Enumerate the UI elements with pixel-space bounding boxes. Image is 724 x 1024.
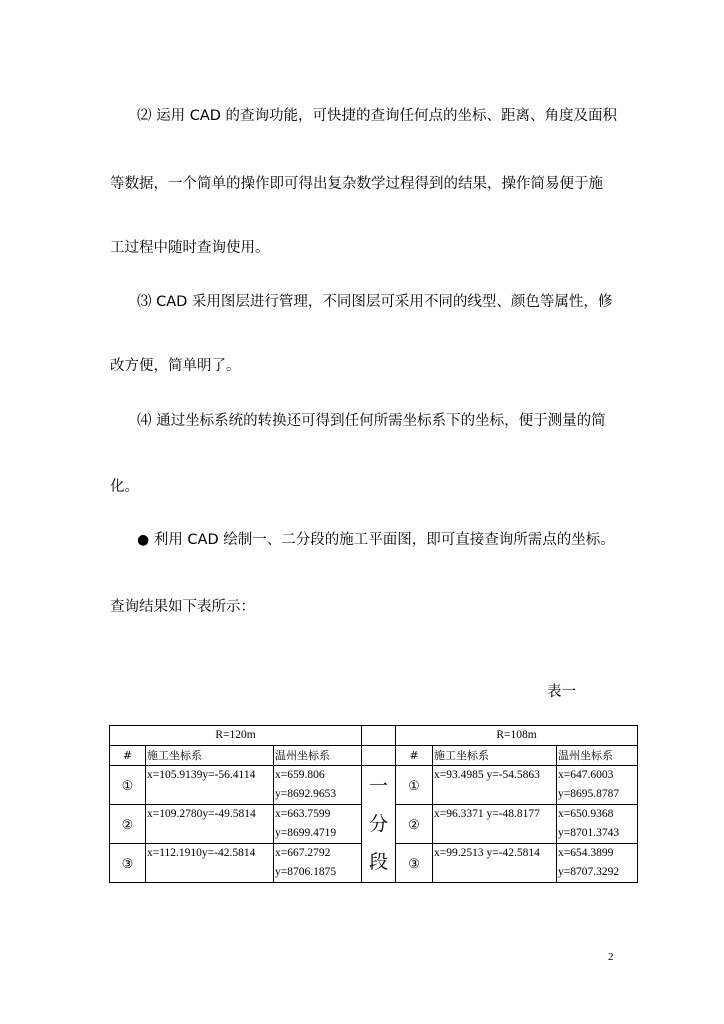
segment-label-char-1: 一 xyxy=(368,775,388,797)
bullet-text: 利用 CAD 绘制一、二分段的施工平面图，即可直接查询所需点的坐标。 xyxy=(149,532,615,548)
row3-wenzhou-y-left: y=8706.1875 xyxy=(274,863,362,883)
header-construction-left: 施工坐标系 xyxy=(146,746,274,766)
segment-label-char-2: 分 xyxy=(368,813,388,835)
row1-construction-left-empty xyxy=(146,785,274,805)
segment-label xyxy=(362,766,396,883)
row3-num-left: ③ xyxy=(110,844,146,883)
row2-wenzhou-x-right: x=650.9368 xyxy=(557,805,638,825)
row1-construction-left: x=105.9139y=-56.4114 xyxy=(146,766,274,786)
table-row xyxy=(110,766,638,786)
row3-wenzhou-x-left: x=667.2792 xyxy=(274,844,362,864)
row2-construction-left: x=109.2780y=-49.5814 xyxy=(146,805,274,825)
group-header-r108: R=108m xyxy=(396,726,638,746)
page-number: 2 xyxy=(608,951,614,963)
row2-wenzhou-y-right: y=8701.3743 xyxy=(557,824,638,844)
bullet-icon: ● xyxy=(137,532,150,548)
row1-num-right: ① xyxy=(396,766,433,805)
header-construction-right: 施工坐标系 xyxy=(433,746,557,766)
bullet-paragraph xyxy=(0,530,724,550)
paragraph-2-line-3: 工过程中随时查询使用。 xyxy=(110,240,270,256)
row3-construction-right: x=99.2513 y=-42.5814 xyxy=(433,844,557,864)
paragraph-4-line-1: ⑷ 通过坐标系统的转换还可得到任何所需坐标系下的坐标，便于测量的简 xyxy=(137,413,606,429)
table-group-header-row xyxy=(110,726,638,746)
row3-construction-right-empty xyxy=(433,863,557,883)
row1-wenzhou-y-left: y=8692.9653 xyxy=(274,785,362,805)
row2-construction-left-empty xyxy=(146,824,274,844)
row1-num-left: ① xyxy=(110,766,146,805)
row2-wenzhou-x-left: x=663.7599 xyxy=(274,805,362,825)
header-num-left: # xyxy=(110,746,146,766)
header-wenzhou-left: 温州坐标系 xyxy=(274,746,362,766)
paragraph-2-line-2: 等数据，一个简单的操作即可得出复杂数学过程得到的结果，操作简易便于施 xyxy=(110,176,603,192)
segment-label-char-3: 段 xyxy=(368,851,388,873)
row1-wenzhou-x-right: x=647.6003 xyxy=(557,766,638,786)
paragraph-2-line-1: ⑵ 运用 CAD 的查询功能，可快捷的查询任何点的坐标、距离、角度及面积 xyxy=(137,108,618,124)
row2-construction-right: x=96.3371 y=-48.8177 xyxy=(433,805,557,825)
header-num-right: # xyxy=(396,746,433,766)
row3-num-right: ③ xyxy=(396,844,433,883)
header-wenzhou-right: 温州坐标系 xyxy=(557,746,638,766)
group-header-spacer xyxy=(362,726,396,746)
table-caption: 表一 xyxy=(547,684,576,700)
row1-wenzhou-x-left: x=659.806 xyxy=(274,766,362,786)
row1-wenzhou-y-right: y=8695.8787 xyxy=(557,785,638,805)
row3-construction-left-empty xyxy=(146,863,274,883)
row3-construction-left: x=112.1910y=-42.5814 xyxy=(146,844,274,864)
paragraph-3-line-2: 改方便，简单明了。 xyxy=(110,358,241,374)
row1-construction-right: x=93.4985 y=-54.5863 xyxy=(433,766,557,786)
paragraph-4-line-2: 化。 xyxy=(110,479,139,495)
row2-num-right: ② xyxy=(396,805,433,844)
paragraph-3-line-1: ⑶ CAD 采用图层进行管理，不同图层可采用不同的线型、颜色等属性，修 xyxy=(137,294,613,310)
row2-construction-right-empty xyxy=(433,824,557,844)
query-intro: 查询结果如下表所示： xyxy=(110,599,255,615)
coordinate-table xyxy=(109,725,638,883)
row1-construction-right-empty xyxy=(433,785,557,805)
row3-wenzhou-y-right: y=8707.3292 xyxy=(557,863,638,883)
row2-wenzhou-y-left: y=8699.4719 xyxy=(274,824,362,844)
row2-num-left: ② xyxy=(110,805,146,844)
row3-wenzhou-x-right: x=654.3899 xyxy=(557,844,638,864)
group-header-r120: R=120m xyxy=(110,726,362,746)
table-column-header-row xyxy=(110,746,638,766)
header-spacer xyxy=(362,746,396,766)
